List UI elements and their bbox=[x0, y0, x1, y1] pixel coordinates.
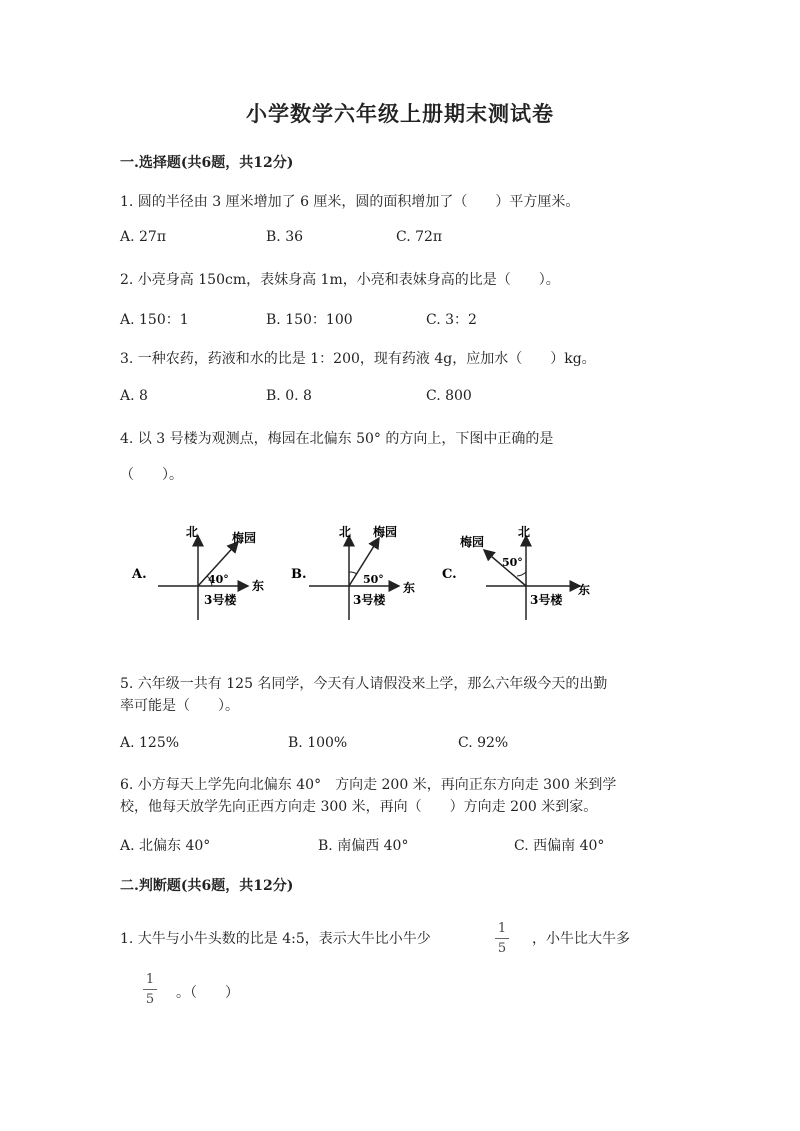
diagram-c-north-label: 北 bbox=[518, 525, 531, 539]
compass-diagram-a bbox=[128, 520, 278, 620]
diagram-a-target-label: 梅园 bbox=[232, 531, 257, 545]
judgement-1-part1: 1. 大牛与小牛头数的比是 4:5，表示大牛比小牛少 bbox=[120, 931, 431, 947]
q5-option-b: B. 100% bbox=[288, 735, 348, 751]
q3-option-a: A. 8 bbox=[120, 388, 148, 404]
q3-option-b: B. 0. 8 bbox=[266, 388, 312, 404]
diagram-a-north-label: 北 bbox=[186, 525, 199, 539]
fraction-denominator: 5 bbox=[497, 941, 507, 956]
fraction-numerator: 1 bbox=[145, 972, 155, 987]
q6-option-b: B. 南偏西 40° bbox=[318, 838, 409, 854]
diagram-a-angle-label: 40° bbox=[208, 573, 229, 586]
question-6-stem-cont: 校，他每天放学先向正西方向走 300 米，再向（ ）方向走 200 米到家。 bbox=[120, 799, 598, 815]
diagram-b-angle-arc bbox=[349, 572, 357, 574]
diagram-a-east-label: 东 bbox=[252, 579, 265, 593]
q5-option-a: A. 125% bbox=[120, 735, 180, 751]
page-title: 小学数学六年级上册期末测试卷 bbox=[246, 101, 554, 126]
fraction-one-fifth-a bbox=[494, 921, 510, 956]
diagram-b-letter: B. bbox=[291, 567, 307, 582]
diagram-c-letter: C. bbox=[442, 567, 457, 582]
diagram-b-east-label: 东 bbox=[403, 581, 416, 595]
question-5-stem-cont: 率可能是（ ）。 bbox=[120, 698, 239, 714]
diagram-b-north-label: 北 bbox=[339, 525, 352, 539]
q2-option-b: B. 150：100 bbox=[266, 312, 353, 328]
fraction-one-fifth-b bbox=[142, 972, 158, 1007]
diagram-c-angle-label: 50° bbox=[502, 556, 523, 569]
diagram-b-target-label: 梅园 bbox=[373, 525, 398, 539]
section-heading-choice: 一.选择题(共6题，共12分) bbox=[120, 155, 294, 171]
fraction-numerator: 1 bbox=[497, 921, 507, 936]
question-5-stem: 5. 六年级一共有 125 名同学，今天有人请假没来上学，那么六年级今天的出勤 bbox=[120, 676, 608, 692]
compass-diagram-b bbox=[287, 520, 437, 620]
question-3-stem: 3. 一种农药，药液和水的比是 1：200，现有药液 4g，应加水（ ）kg。 bbox=[120, 351, 596, 367]
q6-option-c: C. 西偏南 40° bbox=[514, 838, 605, 854]
diagram-c-angle-arc bbox=[517, 572, 526, 576]
q1-option-c: C. 72π bbox=[396, 229, 443, 245]
fraction-denominator: 5 bbox=[145, 992, 155, 1007]
q1-option-a: A. 27π bbox=[120, 229, 167, 245]
question-1-stem: 1. 圆的半径由 3 厘米增加了 6 厘米，圆的面积增加了（ ）平方厘米。 bbox=[120, 194, 580, 210]
q1-option-b: B. 36 bbox=[266, 229, 304, 245]
q5-option-c: C. 92% bbox=[458, 735, 509, 751]
question-4-stem: 4. 以 3 号楼为观测点，梅园在北偏东 50° 的方向上，下图中正确的是 bbox=[120, 431, 554, 447]
compass-diagram-c bbox=[438, 520, 598, 620]
q2-option-a: A. 150：1 bbox=[120, 312, 189, 328]
question-2-stem: 2. 小亮身高 150cm，表妹身高 1m，小亮和表妹身高的比是（ ）。 bbox=[120, 272, 560, 288]
diagram-c-east-label: 东 bbox=[578, 583, 591, 597]
section-heading-judgement: 二.判断题(共6题，共12分) bbox=[120, 878, 294, 894]
q6-option-a: A. 北偏东 40° bbox=[120, 838, 211, 854]
diagram-b-angle-label: 50° bbox=[363, 573, 384, 586]
question-6-stem: 6. 小方每天上学先向北偏东 40° 方向走 200 米，再向正东方向走 300 米到学 bbox=[120, 777, 617, 793]
question-4-stem-cont: （ ）。 bbox=[120, 467, 183, 483]
diagram-a-letter: A. bbox=[132, 567, 147, 582]
q2-option-c: C. 3：2 bbox=[426, 312, 477, 328]
q3-option-c: C. 800 bbox=[426, 388, 472, 404]
diagram-b-origin-label: 3号楼 bbox=[353, 593, 386, 607]
diagram-c-target-label: 梅园 bbox=[460, 535, 485, 549]
diagram-a-origin-label: 3号楼 bbox=[204, 593, 237, 607]
judgement-1-part3: 。（ ） bbox=[176, 985, 239, 1001]
judgement-1-part2: ，小牛比大牛多 bbox=[532, 931, 630, 947]
diagram-c-origin-label: 3号楼 bbox=[530, 593, 563, 607]
